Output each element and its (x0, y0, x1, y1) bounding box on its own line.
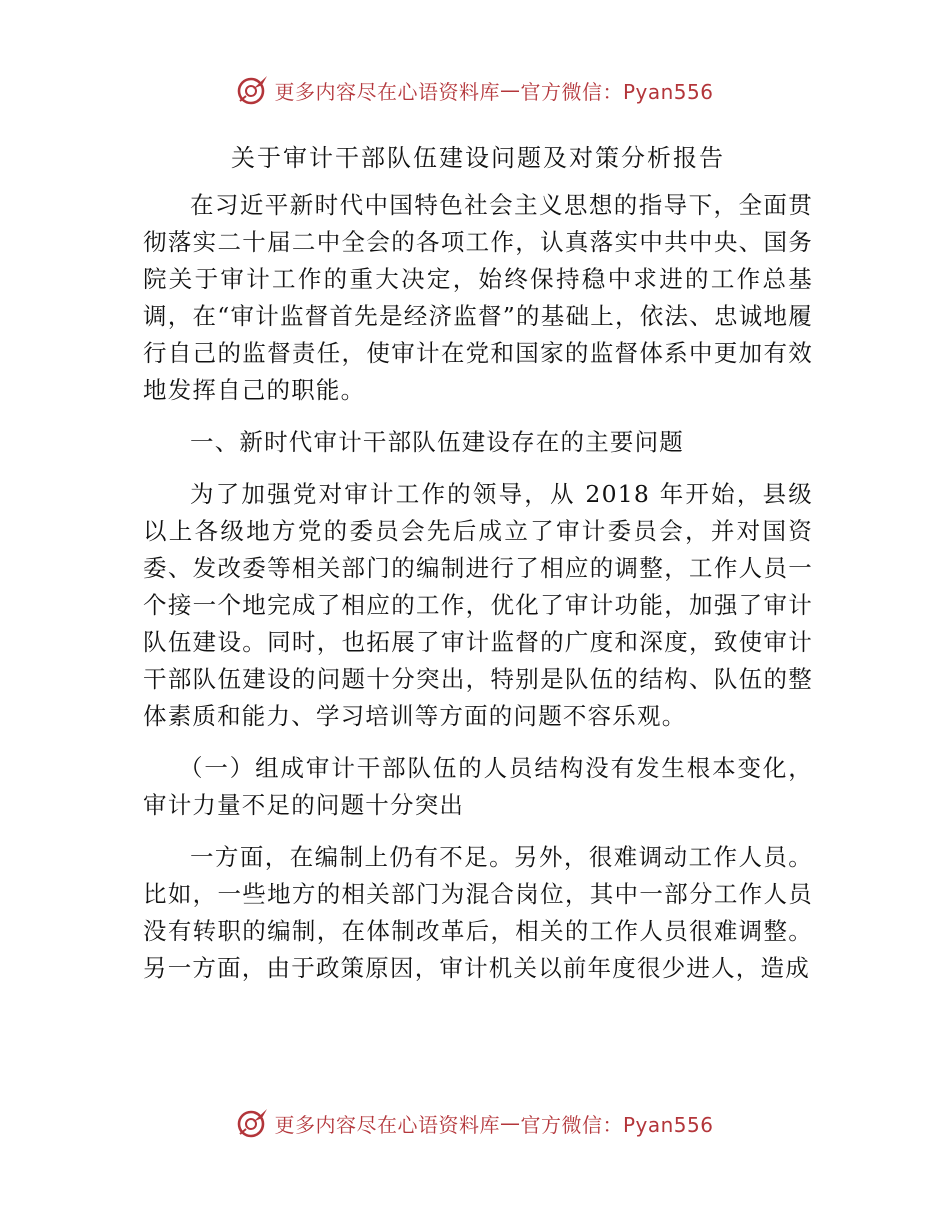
watermark-header (0, 70, 950, 110)
subsection-heading-1: （一）组成审计干部队伍的人员结构没有发生根本变化，审计力量不足的问题十分突出 (143, 754, 813, 819)
feather-seal-icon (236, 73, 270, 107)
paragraph-subsection-1: 一方面，在编制上仍有不足。另外，很难调动工作人员。比如，一些地方的相关部门为混合岗位，其中一部分工作人员没有转职的编制，在体制改革后，相关的工作人员很难调整。另一方面，由于政策原因，审计机关以前年度很少进人，造成 (143, 843, 813, 982)
feather-seal-icon (236, 1106, 270, 1140)
document-title: 关于审计干部队伍建设问题及对策分析报告 (231, 144, 725, 172)
watermark-separator: — (499, 1111, 521, 1135)
watermark-wechat: 官方微信：Pyan556 (520, 1112, 714, 1137)
paragraph-intro: 在习近平新时代中国特色社会主义思想的指导下，全面贯彻落实二十届二中全会的各项工作，认真落实中共中央、国务院关于审计工作的重大决定，始终保持稳中求进的工作总基调，在“审计监督首先是经济监督”的基础上，依法、忠诚地履行自己的监督责任，使审计在党和国家的监督体系中更加有效地发挥自己的职能。 (143, 191, 813, 404)
document-body (143, 140, 813, 1002)
section-heading-1: 一、新时代审计干部队伍建设存在的主要问题 (190, 428, 684, 456)
watermark-text: 更多内容尽在心语资料库 (274, 79, 500, 104)
watermark-footer (0, 1103, 950, 1143)
watermark-text: 更多内容尽在心语资料库 (274, 1112, 500, 1137)
paragraph-section-1: 为了加强党对审计工作的领导，从 2018 年开始，县级以上各级地方党的委员会先后成立了审计委员会，并对国资委、发改委等相关部门的编制进行了相应的调整，工作人员一个接一个地完成了相应的工作，优化了审计功能，加强了审计队伍建设。同时，也拓展了审计监督的广度和深度，致使审计干部队伍建设的问题十分突出，特别是队伍的结构、队伍的整体素质和能力、学习培训等方面的问题不容乐观。 (143, 480, 813, 730)
watermark-wechat: 官方微信：Pyan556 (520, 79, 714, 104)
watermark-separator: — (499, 78, 521, 102)
